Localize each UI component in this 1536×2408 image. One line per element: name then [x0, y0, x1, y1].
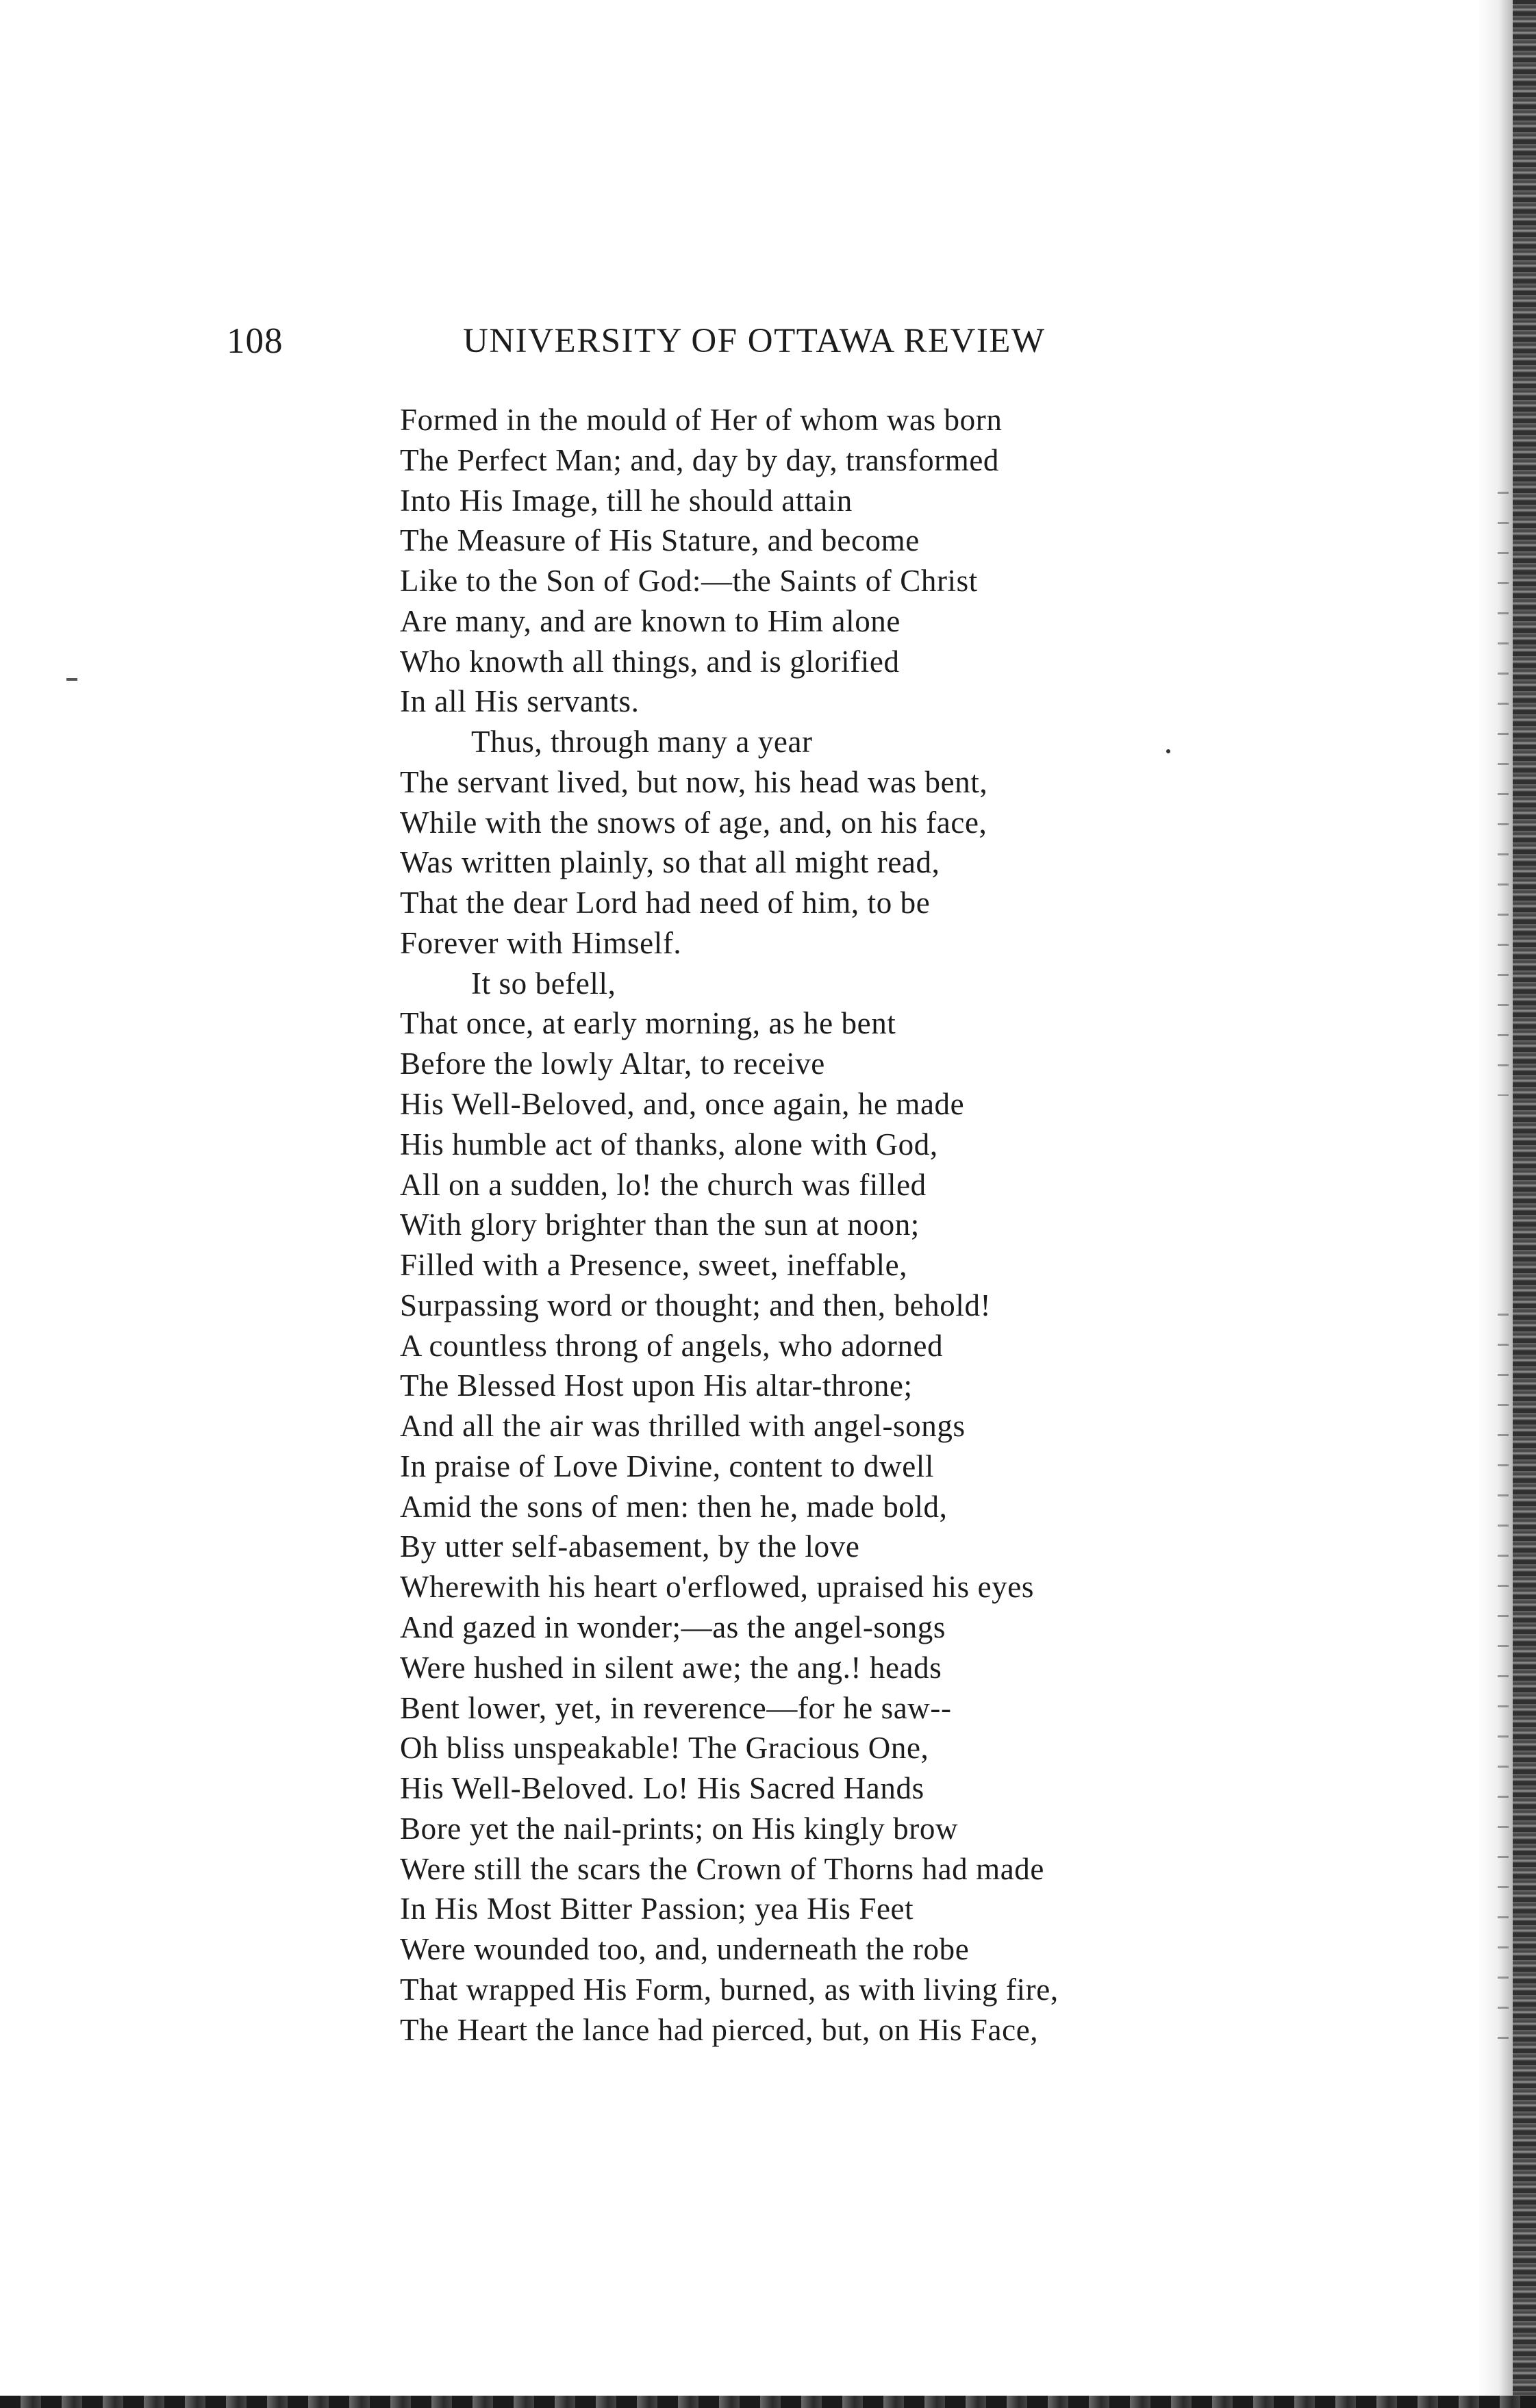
- poem-line: Formed in the mould of Her of whom was born: [400, 403, 1003, 437]
- poem-text: [400, 400, 1311, 2050]
- poem-line: By utter self-abasement, by the love: [400, 1529, 860, 1564]
- poem-line: The Heart the lance had pierced, but, on His Face,: [400, 2012, 1039, 2047]
- poem-line: Like to the Son of God:—the Saints of Christ: [400, 564, 978, 599]
- binding-speckle: [1498, 479, 1509, 1096]
- poem-line: Oh bliss unspeakable! The Gracious One,: [400, 1731, 929, 1766]
- poem-line: That the dear Lord had need of him, to be: [400, 886, 931, 920]
- poem-line: All on a sudden, lo! the church was filled: [400, 1167, 927, 1202]
- poem-line: In His Most Bitter Passion; yea His Feet: [400, 1892, 914, 1927]
- poem-line: Were wounded too, and, underneath the robe: [400, 1932, 970, 1967]
- poem-line: Into His Image, till he should attain: [400, 483, 853, 518]
- poem-line: Were still the scars the Crown of Thorns had made: [400, 1851, 1044, 1886]
- poem-line: With glory brighter than the sun at noon;: [400, 1207, 920, 1242]
- poem-line: And all the air was thrilled with angel-songs: [400, 1409, 966, 1444]
- poem-line: Amid the sons of men: then he, made bold,: [400, 1489, 948, 1524]
- running-title: UNIVERSITY OF OTTAWA REVIEW: [463, 322, 1046, 360]
- bottom-edge: [0, 2396, 1536, 2408]
- binding-edge: [1513, 0, 1536, 2408]
- poem-line: In all His servants.: [400, 684, 640, 719]
- poem-line: Were hushed in silent awe; the ang.! heads: [400, 1650, 942, 1685]
- poem-line: His Well-Beloved. Lo! His Sacred Hands: [400, 1771, 924, 1806]
- poem-line: It so befell,: [471, 966, 616, 1001]
- poem-line: The Blessed Host upon His altar-throne;: [400, 1368, 913, 1403]
- poem-line: In praise of Love Divine, content to dwell: [400, 1448, 934, 1483]
- poem-line: Bore yet the nail-prints; on His kingly brow: [400, 1811, 959, 1846]
- poem-line: Are many, and are known to Him alone: [400, 603, 901, 638]
- poem-line: Surpassing word or thought; and then, behold!: [400, 1288, 992, 1322]
- poem-line: The servant lived, but now, his head was bent,: [400, 764, 988, 799]
- poem-line: His humble act of thanks, alone with God,: [400, 1127, 938, 1162]
- poem-line: Before the lowly Altar, to receive: [400, 1046, 825, 1081]
- page-number: 108: [227, 321, 284, 361]
- poem-line: Forever with Himself.: [400, 925, 682, 960]
- poem-line: His Well-Beloved, and, once again, he made: [400, 1087, 965, 1122]
- poem-line: The Perfect Man; and, day by day, transformed: [400, 442, 1000, 477]
- poem-line: Who knowth all things, and is glorified: [400, 644, 900, 679]
- poem-line: That once, at early morning, as he bent: [400, 1006, 896, 1041]
- poem-line: Bent lower, yet, in reverence—for he saw--: [400, 1690, 952, 1725]
- poem-line: A countless throng of angels, who adorned: [400, 1328, 944, 1363]
- poem-line: Wherewith his heart o'erflowed, upraised his eyes: [400, 1570, 1034, 1605]
- poem-line: Thus, through many a year: [471, 725, 813, 760]
- poem-line: And gazed in wonder;—as the angel-songs: [400, 1609, 946, 1644]
- poem-line: Was written plainly, so that all might read,: [400, 845, 940, 880]
- binding-speckle: [1498, 1301, 1509, 2055]
- poem-line: That wrapped His Form, burned, as with living fire,: [400, 1972, 1059, 2007]
- poem-line: While with the snows of age, and, on his face,: [400, 805, 987, 840]
- poem-line: Filled with a Presence, sweet, ineffable,: [400, 1248, 908, 1283]
- margin-mark: [66, 678, 77, 681]
- poem-line: The Measure of His Stature, and become: [400, 523, 920, 558]
